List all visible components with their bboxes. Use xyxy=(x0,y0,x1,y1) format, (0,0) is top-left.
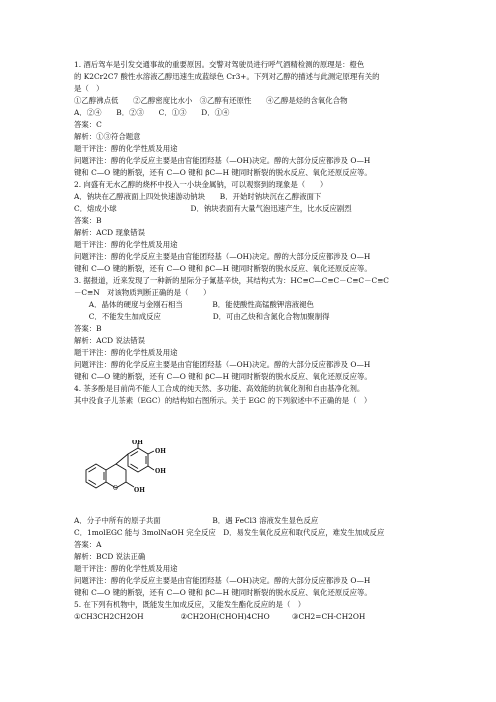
q1-stem-line3: 是（ ） xyxy=(74,84,104,93)
q3-options-cd: C．不能发生加成反应 D．可由乙炔和含氮化合物加聚制得 xyxy=(74,312,330,321)
q4-note-line2: 键和 C—O 键的断裂，还有 C—O 键和 βC—H 键同时断裂的脱水反应、氧化还原反应等。 xyxy=(74,588,372,597)
q5-items: ①CH3CH2CH2OH ②CH2OH(CHOH)4CHO ③CH2=CH-CH2OH xyxy=(74,612,366,621)
q5-stem: 5. 在下列有机物中，既能发生加成反应，又能发生酯化反应的是（ ） xyxy=(74,600,306,609)
q1-options: A．②④ B．②③ C．①③ D．①④ xyxy=(74,108,230,117)
q2-analysis: 解析：ACD 现象错误 xyxy=(74,228,146,237)
q1-stem-line2: 的 K2Cr2C7 酸性水溶液乙醇迅速生成蓝绿色 Cr3+。下列对乙醇的描述与此测定原理有关的 xyxy=(74,72,380,81)
q1-stem-line1: 1. 酒后驾车是引发交通事故的重要原因。交警对驾驶员进行呼气酒精检测的原理是：橙色 xyxy=(74,60,365,69)
q1-note-line2: 键和 C—O 键的断裂，还有 C—O 键和 βC—H 键同时断裂的脱水反应、氧化还原反应等。 xyxy=(74,168,372,177)
q1-analysis: 解析：①③符合题意 xyxy=(74,132,141,141)
q2-note-line1: 问题评注：醇的化学反应主要是由官能团羟基（—OH)决定。醇的大部分反应都涉及 O—H xyxy=(74,252,371,261)
q3-note-line1: 问题评注：醇的化学反应主要是由官能团羟基（—OH)决定。醇的大部分反应都涉及 O—H xyxy=(74,360,371,369)
q4-analysis: 解析：BCD 说法正确 xyxy=(74,552,146,561)
oh-label-ring: OH xyxy=(134,487,145,494)
q4-options-ab: A．分子中所有的原子共面 B．遇 FeCl3 溶液发生显色反应 xyxy=(74,516,319,525)
q2-answer: 答案：B xyxy=(74,216,102,225)
q3-options-ab: A．晶体的硬度与金刚石相当 B．能使酸性高锰酸钾溶液褪色 xyxy=(74,300,314,309)
q1-items: ①乙醇沸点低 ②乙醇密度比水小 ③乙醇有还原性 ④乙醇是烃的含氧化合物 xyxy=(74,96,348,105)
q3-note-line2: 键和 C—O 键的断裂，还有 C—O 键和 βC—H 键同时断裂的脱水反应、氧化还原反应等。 xyxy=(74,372,372,381)
q2-options-cd: C．熔成小球 D．钠块表面有大量气泡迅速产生，比水反应剧烈 xyxy=(74,204,352,213)
q4-stem-note: 题干评注：醇的化学性质及用途 xyxy=(74,564,178,573)
q3-answer: 答案：B xyxy=(74,324,102,333)
q3-stem-line1: 3. 据报道，近来发现了一种新的星际分子氰基辛炔，其结构式为：HC≡C—C≡C－C≡C－C≡C xyxy=(74,276,389,285)
q4-stem-line1: 4. 茶多酚是目前尚不能人工合成的纯天然、多功能、高效能的抗氧化剂和自由基净化剂。 xyxy=(74,384,365,393)
q4-note-line1: 问题评注：醇的化学反应主要是由官能团羟基（—OH)决定。醇的大部分反应都涉及 O—H xyxy=(74,576,371,585)
q1-note-line1: 问题评注：醇的化学反应主要是由官能团羟基（—OH)决定。醇的大部分反应都涉及 O—H xyxy=(74,156,371,165)
q2-stem-note: 题干评注：醇的化学性质及用途 xyxy=(74,240,178,249)
egc-structure-figure xyxy=(76,440,196,510)
q3-analysis: 解析：ACD 说法错误 xyxy=(74,336,146,345)
ring-oxygen-label: O xyxy=(113,485,118,492)
oh-label-right: OH xyxy=(155,448,166,455)
egc-structure-svg xyxy=(76,440,196,510)
q2-stem: 2. 向盛有无水乙醇的烧杯中投入一小块金属钠，可以观察到的现象是（ ） xyxy=(74,180,328,189)
q1-answer: 答案：C xyxy=(74,120,102,129)
oh-label-top: OH xyxy=(132,440,143,446)
q3-stem-line2: －C≡N 对该物质判断正确的是（ ） xyxy=(74,288,211,297)
q1-stem-note: 题干评注：醇的化学性质及用途 xyxy=(74,144,178,153)
q2-options-ab: A．钠块在乙醇液面上四处快速游动钠块 B．开始时钠块沉在乙醇液面下 xyxy=(74,192,322,201)
oh-label-lower-right: OH xyxy=(155,468,166,475)
q4-options-cd: C．1molEGC 能与 3molNaOH 完全反应 D．易发生氧化反应和取代反应，难发生加成反应 xyxy=(74,528,385,537)
q2-note-line2: 键和 C—O 键的断裂，还有 C—O 键和 βC—H 键同时断裂的脱水反应、氧化还原反应等。 xyxy=(74,264,372,273)
q4-answer: 答案：A xyxy=(74,540,102,549)
q3-stem-note: 题干评注：醇的化学性质及用途 xyxy=(74,348,178,357)
q4-stem-line2: 其中没食子儿茶素（EGC）的结构如右图所示。关于 EGC 的下列叙述中不正确的是（ ） xyxy=(74,396,372,405)
